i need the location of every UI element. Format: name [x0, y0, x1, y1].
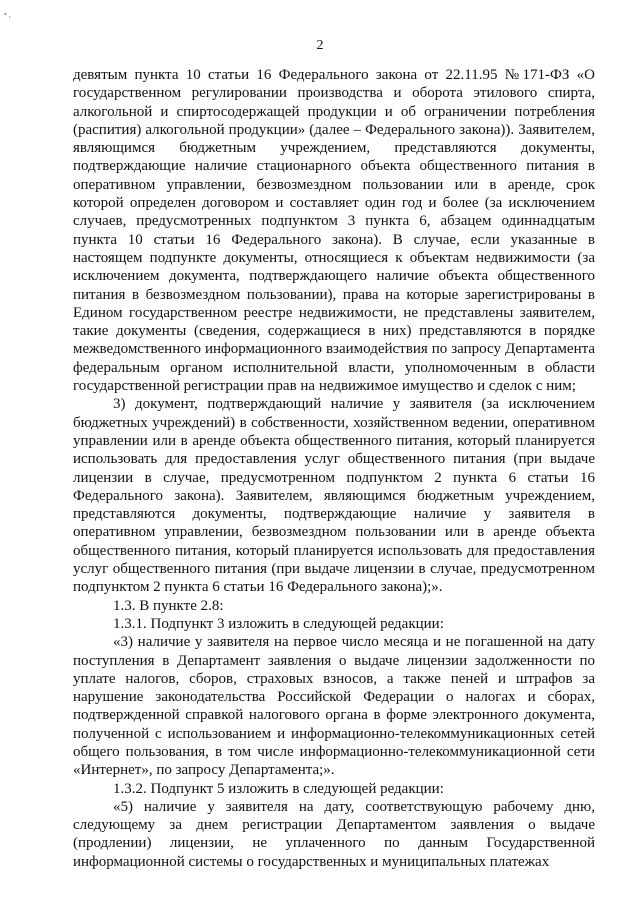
- paragraph-new-subitem-5: «5) наличие у заявителя на дату, соответствующую рабочему дню, следующему за днем регистрации Департаментом заявления о выдаче (продлении) лицензии, не уплаченного по данным Государственной информационной системы о государственных и муниципальных платежах: [73, 798, 595, 870]
- paragraph-continuation: девятым пункта 10 статьи 16 Федерального закона от 22.11.95 №171-ФЗ «О государственном регулировании производства и оборота этилового спирта, алкогольной и спиртосодержащей продукции и об ограничении потребления (распития) алкогольной продукции» (далее – Федерального закона)). Заявителем, являющимся бюджетным учреждением, представляются документы, подтверждающие наличие стационарного объекта общественного питания в оперативном управлении, безвозмездном пользовании или в аренде, срок которой определен договором и составляет один год и более (за исключением случаев, предусмотренных подпунктом 3 пункта 6, абзацем одиннадцатым пункта 10 статьи 16 Федерального закона). В случае, если указанные в настоящем подпункте документы, относящиеся к объектам недвижимости (за исключением документа, подтверждающего наличие объекта общественного питания в безвозмездном пользовании), права на которые зарегистрированы в Едином государственном реестре недвижимости, не представлены заявителем, такие документы (сведения, содержащиеся в них) представляются в порядке межведомственного информационного взаимодействия по запросу Департамента федеральным органом исполнительной власти, уполномоченным в области государственной регистрации прав на недвижимое имущество и сделок с ним;: [73, 67, 595, 395]
- scan-corner-mark: • ,: [4, 10, 11, 19]
- document-body: [73, 66, 595, 871]
- paragraph-new-subitem-3: «3) наличие у заявителя на первое число месяца и не погашенной на дату поступления в Департамент заявления о выдаче лицензии задолженности по уплате налогов, сборов, страховых взносов, а также пеней и штрафов за нарушение законодательства Российской Федерации о налогах и сборах, подтвержденной справкой налогового органа в форме электронного документа, полученной с использованием и информационно-телекоммуникационных сетей общего пользования, в том числе информационно-телекоммуникационной сети «Интернет», по запросу Департамента;».: [73, 634, 595, 779]
- paragraph-section-1-3: 1.3. В пункте 2.8:: [113, 597, 224, 614]
- page-number: 2: [316, 38, 324, 53]
- paragraph-section-1-3-1: 1.3.1. Подпункт 3 изложить в следующей редакции:: [113, 615, 444, 632]
- paragraph-section-1-3-2: 1.3.2. Подпункт 5 изложить в следующей редакции:: [113, 780, 444, 797]
- paragraph-subitem-3: 3) документ, подтверждающий наличие у заявителя (за исключением бюджетных учреждений) в собственности, хозяйственном ведении, оперативном управлении или в аренде объекта общественного питания, который планируется использовать для предоставления услуг общественного питания (при выдаче лицензии в случае, предусмотренном подпунктом 2 пункта 6 статьи 16 Федерального закона). Заявителем, являющимся бюджетным учреждением, представляются документы, подтверждающие наличие у заявителя в оперативном управлении, безвозмездном пользовании или в аренде объекта общественного питания, который планируется использовать для предоставления услуг общественного питания (при выдаче лицензии в случае, предусмотренном подпунктом 2 пункта 6 статьи 16 Федерального закона);».: [73, 396, 595, 596]
